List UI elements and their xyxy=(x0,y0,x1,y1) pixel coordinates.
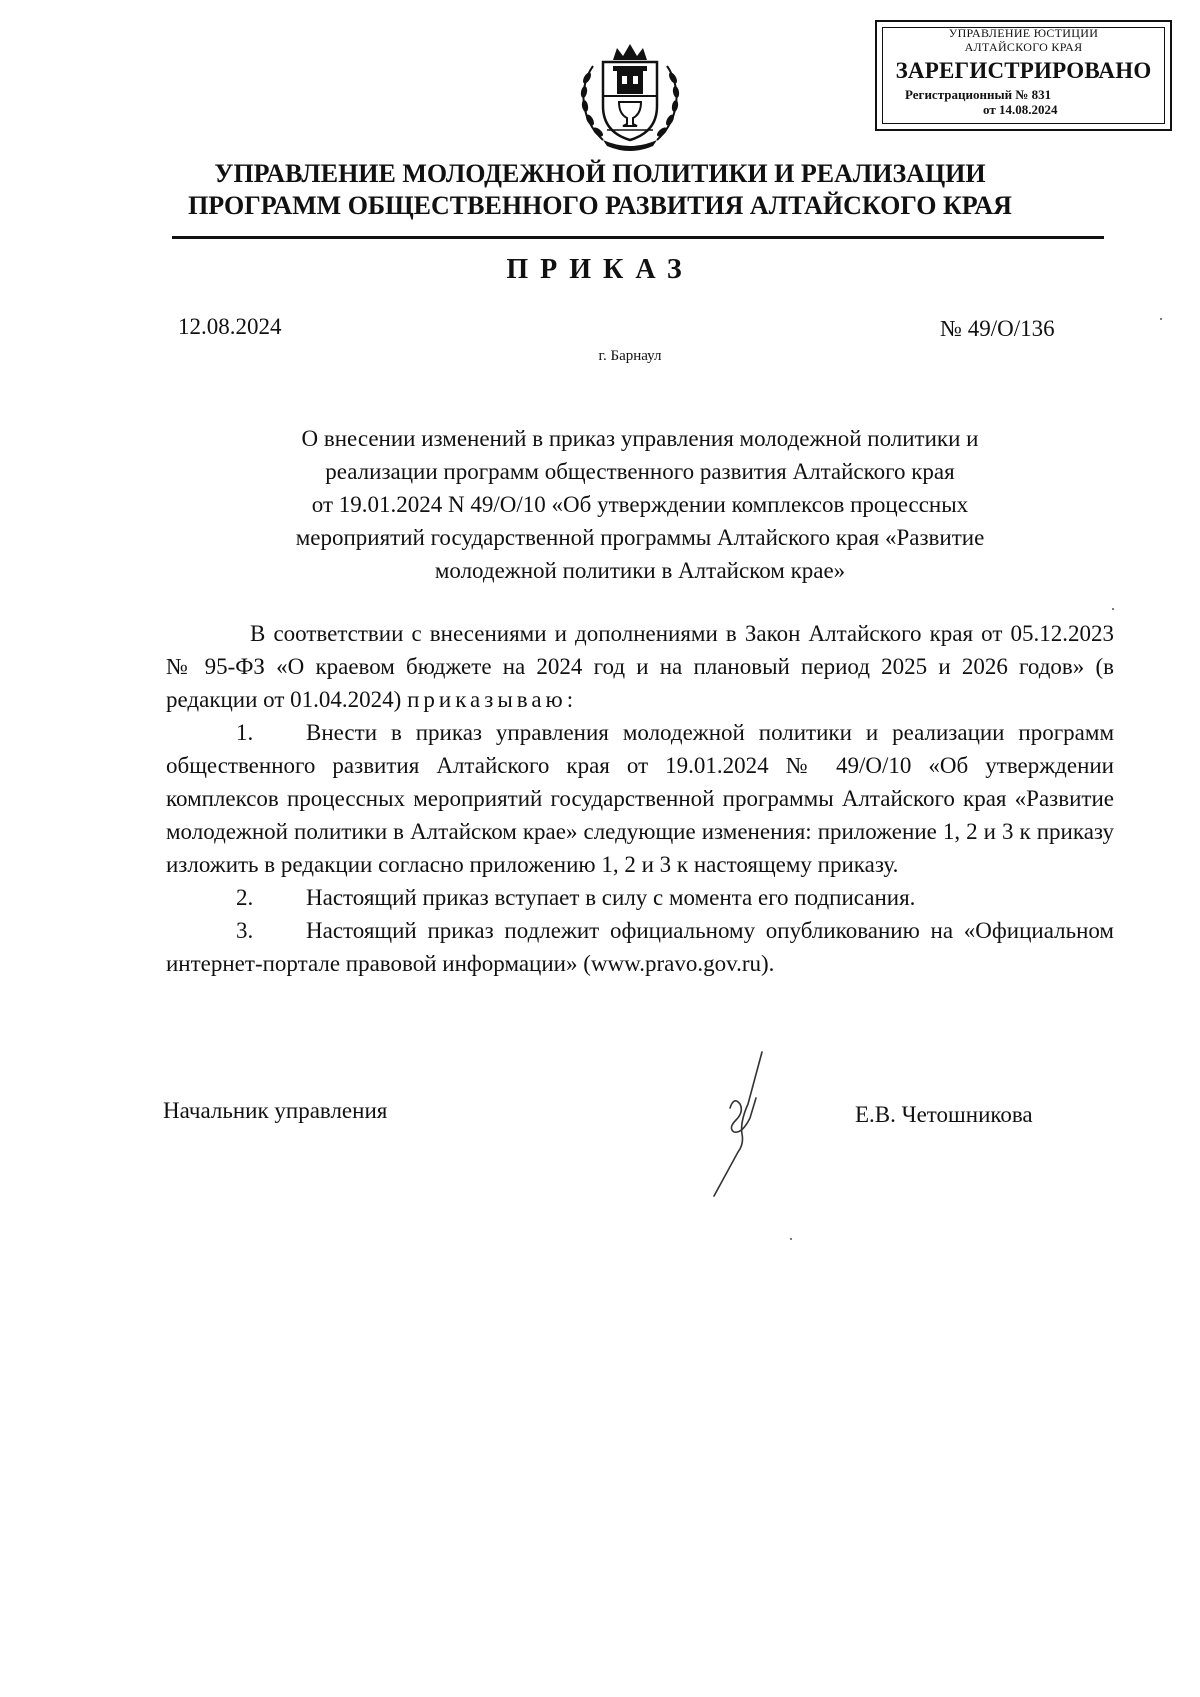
coat-of-arms-emblem xyxy=(573,36,687,154)
intro-text: В соответствии с внесениями и дополнениями в Закон Алтайского края от 05.12.2023 № 95-ФЗ «О краевом бюджете на 2024 год и на плановый период 2025 и 2026 годов» (в редакции от 01.04.2024) xyxy=(166,621,1114,712)
stamp-reg-number: Регистрационный № 831 xyxy=(905,87,1052,102)
title-line3: от 19.01.2024 N 49/О/10 «Об утверждении комплексов процессных xyxy=(311,492,969,517)
document-city: г. Барнаул xyxy=(598,348,662,364)
title-line2: реализации программ общественного развития Алтайского края xyxy=(325,459,955,484)
agency-name-line2: ПРОГРАММ ОБЩЕСТВЕННОГО РАЗВИТИЯ АЛТАЙСКОГО КРАЯ xyxy=(188,191,1012,220)
stamp-org-line1: УПРАВЛЕНИЕ ЮСТИЦИИ xyxy=(948,26,1099,40)
agency-name-line1: УПРАВЛЕНИЕ МОЛОДЕЖНОЙ ПОЛИТИКИ И РЕАЛИЗАЦИИ xyxy=(214,159,986,188)
intro-paragraph xyxy=(166,617,1114,716)
title-line1: О внесении изменений в приказ управления молодежной политики и xyxy=(301,426,979,451)
header-divider xyxy=(172,236,1104,239)
item-number: 3. xyxy=(236,918,254,943)
registration-stamp xyxy=(875,20,1172,131)
list-item xyxy=(166,914,1114,980)
scan-speck xyxy=(790,1238,792,1240)
document-date: 12.08.2024 xyxy=(178,314,282,339)
stamp-reg-date: от 14.08.2024 xyxy=(983,102,1058,117)
list-item xyxy=(166,716,1114,881)
handwritten-signature xyxy=(700,1048,820,1198)
item-number: 1. xyxy=(236,720,254,745)
stamp-org-line2: АЛТАЙСКОГО КРАЯ xyxy=(964,40,1083,54)
document-title xyxy=(200,422,1080,587)
document-body xyxy=(166,617,1114,980)
document-type: ПРИКАЗ xyxy=(506,254,694,285)
signatory-position: Начальник управления xyxy=(163,1098,388,1123)
title-line5: молодежной политики в Алтайском крае» xyxy=(434,558,846,583)
scan-speck xyxy=(1160,318,1162,320)
item-text: Настоящий приказ вступает в силу с момента его подписания. xyxy=(306,885,916,910)
item-number: 2. xyxy=(236,885,254,910)
signatory-name: Е.В. Четошникова xyxy=(855,1102,1033,1127)
stamp-status: ЗАРЕГИСТРИРОВАНО xyxy=(895,58,1152,83)
title-line4: мероприятий государственной программы Алтайского края «Развитие xyxy=(295,525,985,550)
agency-name xyxy=(160,158,1040,222)
item-text: Внести в приказ управления молодежной политики и реализации программ общественного развития Алтайского края от 19.01.2024 № 49/О/10 «Об утверждении комплексов процессных мероприятий государственной программы Алтайского края «Развитие молодежной политики в Алтайском крае» следующие изменения: приложение 1, 2 и 3 к приказу изложить в редакции согласно приложению 1, 2 и 3 к настоящему приказу. xyxy=(166,720,1114,877)
order-word: приказываю: xyxy=(407,687,578,712)
document-number: № 49/О/136 xyxy=(940,316,1055,341)
item-text: Настоящий приказ подлежит официальному опубликованию на «Официальном интернет-портале правовой информации» (www.pravo.gov.ru). xyxy=(166,918,1114,976)
scan-speck xyxy=(1112,608,1114,610)
list-item xyxy=(166,881,1114,914)
